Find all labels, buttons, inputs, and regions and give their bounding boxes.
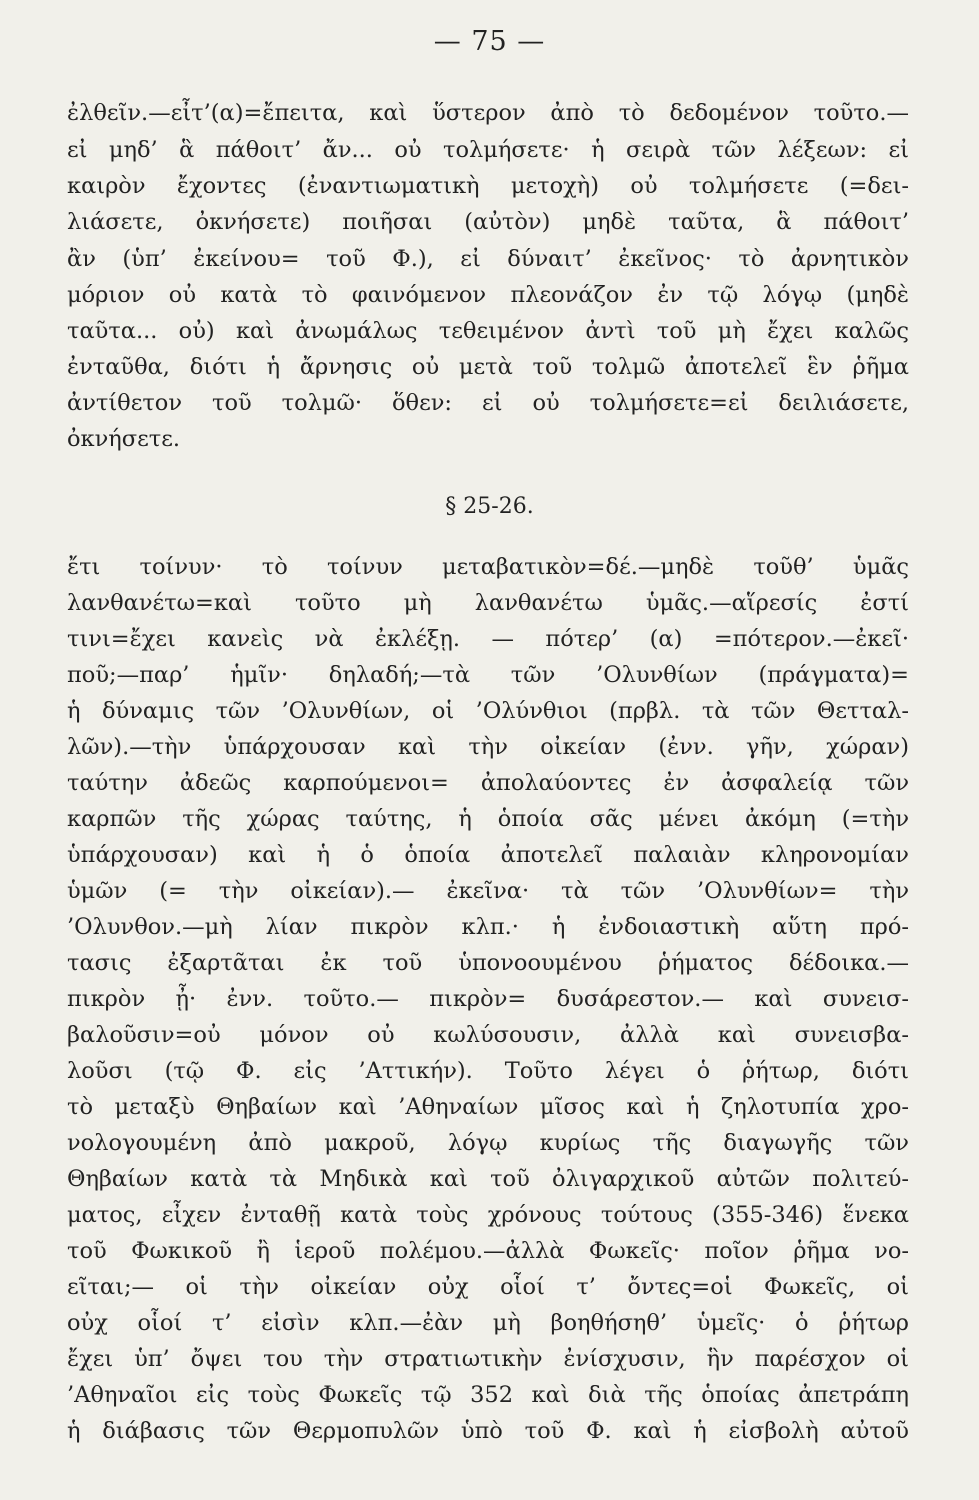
section-heading: § 25-26. (445, 494, 534, 519)
text-line: ἀντίθετον τοῦ τολμῶ· ὅθεν: εἰ οὐ τολμήσετε=εἰ δειλιάσετε, (67, 390, 909, 416)
text-line: ’Αθηναῖοι εἰς τοὺς Φωκεῖς τῷ 352 καὶ διὰ τῆς ὁποίας ἀπετράπη (67, 1382, 909, 1408)
text-line: τινι=ἔχει κανεὶς νὰ ἐκλέξῃ. — πότερ’ (α) =πότερον.—ἐκεῖ· (67, 626, 909, 652)
page-number: — 75 — (433, 26, 546, 57)
text-line: βαλοῦσιν=οὐ μόνον οὐ κωλύσουσιν, ἀλλὰ καὶ συνεισβα- (67, 1022, 909, 1048)
text-line: τασις ἐξαρτᾶται ἐκ τοῦ ὑπονοουμένου ῥήματος δέδοικα.— (67, 950, 909, 976)
text-line: ταῦτα... οὐ) καὶ ἀνωμάλως τεθειμένον ἀντὶ τοῦ μὴ ἔχει καλῶς (67, 318, 909, 344)
text-line: μόριον οὐ κατὰ τὸ φαινόμενον πλεονάζον ἐν τῷ λόγῳ (μηδὲ (67, 282, 909, 308)
text-line: λοῦσι (τῷ Φ. εἰς ’Αττικήν). Τοῦτο λέγει ὁ ῥήτωρ, διότι (67, 1058, 909, 1084)
text-line: ἔτι τοίνυν· τὸ τοίνυν μεταβατικὸν=δέ.—μηδὲ τοῦθ’ ὑμᾶς (67, 554, 909, 580)
text-line: οὐχ οἷοί τ’ εἰσὶν κλπ.—ἐὰν μὴ βοηθήσηθ’ ὑμεῖς· ὁ ῥήτωρ (67, 1310, 909, 1336)
text-line: λανθανέτω=καὶ τοῦτο μὴ λανθανέτω ὑμᾶς.—αἵρεσίς ἐστί (67, 590, 909, 616)
text-line: καρπῶν τῆς χώρας ταύτης, ἡ ὁποία σᾶς μένει ἀκόμη (=τὴν (67, 806, 909, 832)
text-line: ταύτην ἀδεῶς καρπούμενοι= ἀπολαύοντες ἐν ἀσφαλείᾳ τῶν (67, 770, 909, 796)
text-line: λῶν).—τὴν ὑπάρχουσαν καὶ τὴν οἰκείαν (ἐνν. γῆν, χώραν) (67, 734, 909, 760)
text-line: νολογουμένη ἀπὸ μακροῦ, λόγῳ κυρίως τῆς διαγωγῆς τῶν (67, 1130, 909, 1156)
text-line: ἡ δύναμις τῶν ’Ολυνθίων, οἱ ’Ολύνθιοι (πρβλ. τὰ τῶν Θετταλ- (67, 698, 909, 724)
text-line: ματος, εἶχεν ἐνταθῇ κατὰ τοὺς χρόνους τούτους (355-346) ἕνεκα (67, 1202, 909, 1228)
text-line: τοῦ Φωκικοῦ ἢ ἱεροῦ πολέμου.—ἀλλὰ Φωκεῖς· ποῖον ῥῆμα νο- (67, 1238, 909, 1264)
text-line: ὑπάρχουσαν) καὶ ἡ ὁ ὁποία ἀποτελεῖ παλαιὰν κληρονομίαν (67, 842, 909, 868)
text-line: Θηβαίων κατὰ τὰ Μηδικὰ καὶ τοῦ ὀλιγαρχικοῦ αὐτῶν πολιτεύ- (67, 1166, 909, 1192)
text-line: τὸ μεταξὺ Θηβαίων καὶ ’Αθηναίων μῖσος καὶ ἡ ζηλοτυπία χρο- (67, 1094, 909, 1120)
text-line: πικρὸν ᾖ· ἐνν. τοῦτο.— πικρὸν= δυσάρεστον.— καὶ συνεισ- (67, 986, 909, 1012)
text-line: ὑμῶν (= τὴν οἰκείαν).— ἐκεῖνα· τὰ τῶν ’Ολυνθίων= τὴν (67, 878, 909, 904)
text-line: ὀκνήσετε. (67, 426, 181, 452)
text-line: ἐνταῦθα, διότι ἡ ἄρνησις οὐ μετὰ τοῦ τολμῶ ἀποτελεῖ ἓν ῥῆμα (67, 354, 909, 380)
text-line: ἐλθεῖν.—εἶτ’(α)=ἔπειτα, καὶ ὕστερον ἀπὸ τὸ δεδομένον τοῦτο.— (67, 100, 909, 126)
text-line: ἂν (ὑπ’ ἐκείνου= τοῦ Φ.), εἰ δύναιτ’ ἐκεῖνος· τὸ ἀρνητικὸν (67, 246, 909, 272)
text-line: ’Ολυνθον.—μὴ λίαν πικρὸν κλπ.· ἡ ἐνδοιαστικὴ αὕτη πρό- (67, 914, 909, 940)
text-line: καιρὸν ἔχοντες (ἐναντιωματικὴ μετοχὴ) οὐ τολμήσετε (=δει- (67, 173, 909, 199)
text-line: λιάσετε, ὀκνήσετε) ποιῆσαι (αὐτὸν) μηδὲ ταῦτα, ἃ πάθοιτ’ (67, 209, 909, 235)
text-line: ἡ διάβασις τῶν Θερμοπυλῶν ὑπὸ τοῦ Φ. καὶ ἡ εἰσβολὴ αὐτοῦ (67, 1418, 909, 1444)
text-line: εῖται;— οἱ τὴν οἰκείαν οὐχ οἷοί τ’ ὄντες=οἱ Φωκεῖς, οἱ (67, 1274, 909, 1300)
text-line: εἰ μηδ’ ἃ πάθοιτ’ ἄν... οὐ τολμήσετε· ἡ σειρὰ τῶν λέξεων: εἰ (67, 137, 909, 163)
text-line: ποῦ;—παρ’ ἡμῖν· δηλαδή;—τὰ τῶν ’Ολυνθίων (πράγματα)= (67, 662, 909, 688)
text-line: ἔχει ὑπ’ ὄψει του τὴν στρατιωτικὴν ἐνίσχυσιν, ἣν παρέσχον οἱ (67, 1346, 909, 1372)
